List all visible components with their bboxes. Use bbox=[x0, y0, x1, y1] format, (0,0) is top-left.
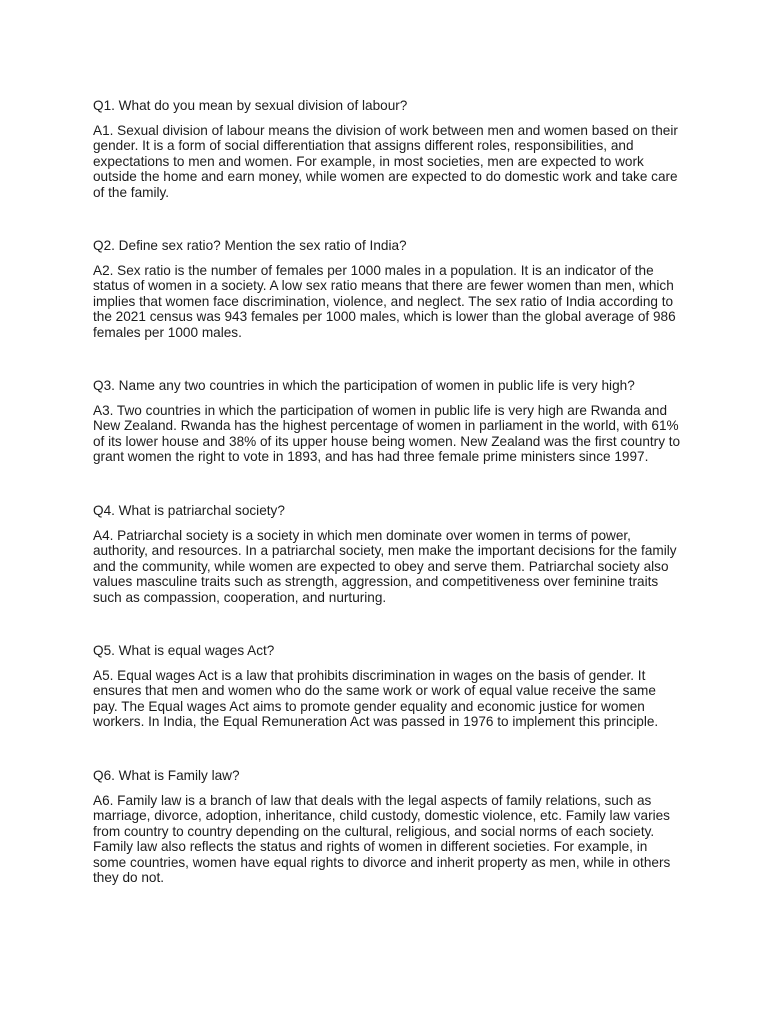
qa-block-1 bbox=[93, 98, 683, 200]
question-5: Q5. What is equal wages Act? bbox=[93, 643, 275, 658]
question-2: Q2. Define sex ratio? Mention the sex ratio of India? bbox=[93, 238, 407, 253]
answer-3: A3. Two countries in which the participation of women in public life is very high are Rwanda and New Zealand. Rwanda has the highest percentage of women in parliament in the world, with 61% of its lower house and 38% of its upper house being women. New Zealand was the first country to grant women the right to vote in 1893, and has had three female prime ministers since 1997. bbox=[93, 402, 681, 464]
answer-5: A5. Equal wages Act is a law that prohibits discrimination in wages on the basis of gender. It ensures that men and women who do the same work or work of equal value receive the same pay. The Equal wages Act aims to promote gender equality and economic justice for women workers. In India, the Equal Remuneration Act was passed in 1976 to implement this principle. bbox=[93, 667, 659, 729]
qa-block-5 bbox=[93, 643, 683, 730]
question-6: Q6. What is Family law? bbox=[93, 768, 240, 783]
answer-1: A1. Sexual division of labour means the division of work between men and women based on their gender. It is a form of social differentiation that assigns different roles, responsibilities, and expectations to men and women. For example, in most societies, men are expected to work outside the home and earn money, while women are expected to do domestic work and take care of the family. bbox=[93, 122, 678, 200]
question-4: Q4. What is patriarchal society? bbox=[93, 503, 285, 518]
qa-block-2 bbox=[93, 238, 683, 340]
qa-block-6 bbox=[93, 768, 683, 886]
question-1: Q1. What do you mean by sexual division of labour? bbox=[93, 98, 408, 113]
answer-6: A6. Family law is a branch of law that deals with the legal aspects of family relations, such as marriage, divorce, adoption, inheritance, child custody, domestic violence, etc. Family law varies from country to country depending on the cultural, religious, and social norms of each society. Family law also reflects the status and rights of women in different societies. For example, in some countries, women have equal rights to divorce and inherit property as men, while in others they do not. bbox=[93, 792, 671, 885]
qa-block-3 bbox=[93, 378, 683, 465]
qa-block-4 bbox=[93, 503, 683, 605]
answer-2: A2. Sex ratio is the number of females per 1000 males in a population. It is an indicator of the status of women in a society. A low sex ratio means that there are fewer women than men, which implies that women face discrimination, violence, and neglect. The sex ratio of India according to the 2021 census was 943 females per 1000 males, which is lower than the global average of 986 females per 1000 males. bbox=[93, 262, 676, 340]
answer-4: A4. Patriarchal society is a society in which men dominate over women in terms of power, authority, and resources. In a patriarchal society, men make the important decisions for the family and the community, while women are expected to obey and serve them. Patriarchal society also values masculine traits such as strength, aggression, and competitiveness over feminine traits such as compassion, cooperation, and nurturing. bbox=[93, 527, 677, 605]
question-3: Q3. Name any two countries in which the participation of women in public life is very high? bbox=[93, 378, 635, 393]
